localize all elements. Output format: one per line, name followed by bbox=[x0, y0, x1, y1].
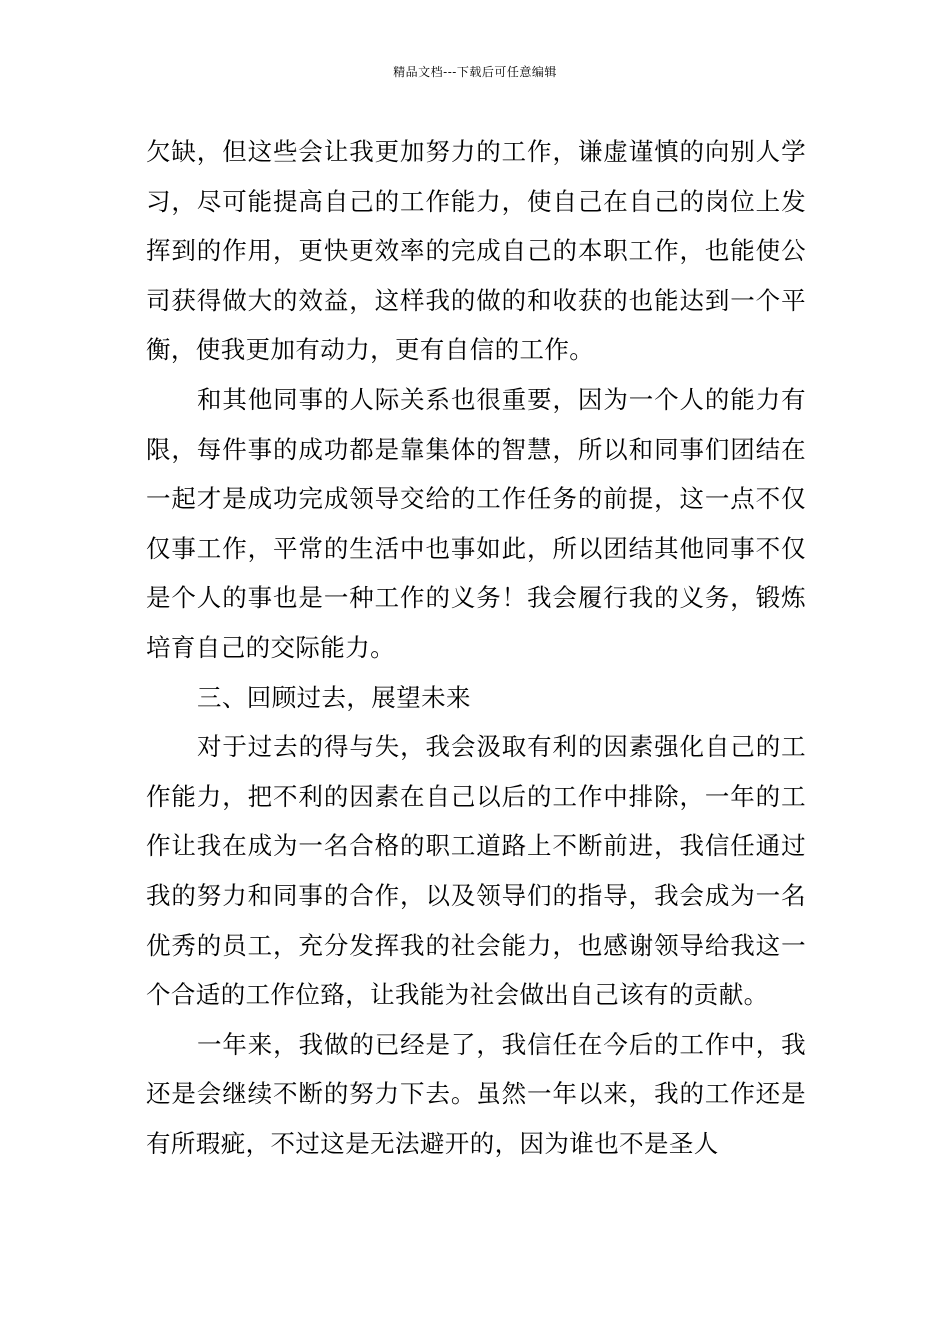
page-header: 精品文档---下载后可任意编辑 bbox=[393, 65, 557, 79]
document-body bbox=[146, 127, 806, 1168]
paragraph: 对于过去的得与失，我会汲取有利的因素强化自己的工作能力，把不利的因素在自己以后的工作中排除，一年的工作让我在成为一名合格的职工道路上不断前进，我信任通过我的努力和同事的合作，以及领导们的指导，我会成为一名优秀的员工，充分发挥我的社会能力，也感谢领导给我这一个合适的工作位臵，让我能为社会做出自己该有的贡献。 bbox=[146, 732, 806, 1010]
paragraph: 和其他同事的人际关系也很重要，因为一个人的能力有限，每件事的成功都是靠集体的智慧，所以和同事们团结在一起才是成功完成领导交给的工作任务的前提，这一点不仅仅事工作，平常的生活中也事如此，所以团结其他同事不仅是个人的事也是一种工作的义务！我会履行我的义务，锻炼培育自己的交际能力。 bbox=[146, 384, 806, 662]
paragraph: 一年来，我做的已经是了，我信任在今后的工作中，我还是会继续不断的努力下去。虽然一年以来，我的工作还是有所瑕疵，不过这是无法避开的，因为谁也不是圣人 bbox=[146, 1029, 806, 1158]
section-heading: 三、回顾过去，展望未来 bbox=[197, 682, 471, 712]
paragraph: 欠缺，但这些会让我更加努力的工作，谦虚谨慎的向别人学习，尽可能提高自己的工作能力，使自己在自己的岗位上发挥到的作用，更快更效率的完成自己的本职工作，也能使公司获得做大的效益，这样我的做的和收获的也能达到一个平衡，使我更加有动力，更有自信的工作。 bbox=[146, 137, 806, 365]
